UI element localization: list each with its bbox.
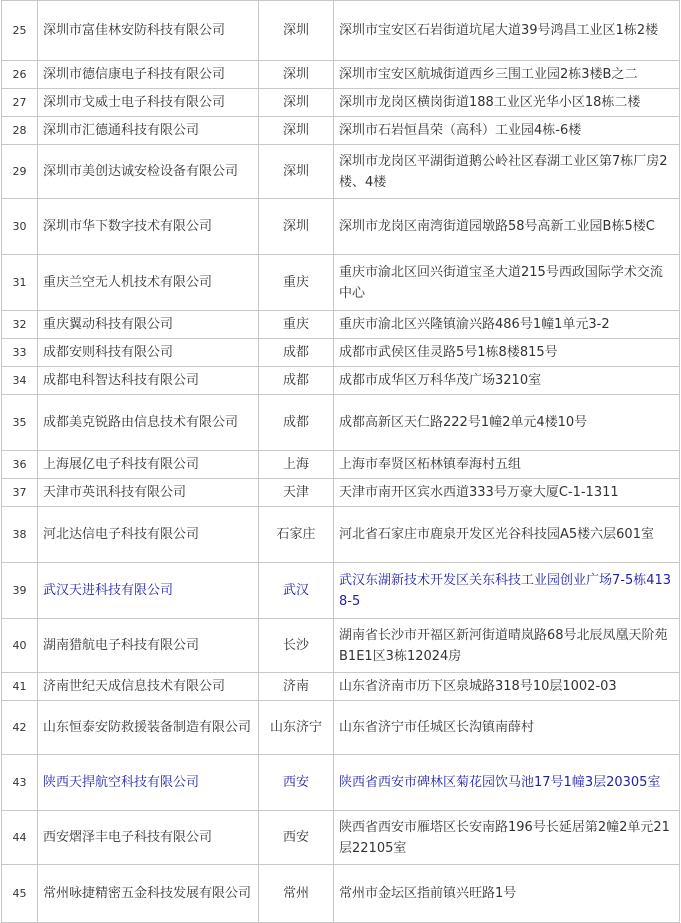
address-text: 山东省济南市历下区泉城路318号10层1002-03	[334, 673, 680, 701]
address-text: 成都高新区天仁路222号1幢2单元4楼10号	[334, 395, 680, 451]
table-row	[2, 811, 680, 865]
company-name: 湖南猎航电子科技有限公司	[38, 619, 259, 673]
company-name: 河北达信电子科技有限公司	[38, 507, 259, 563]
city-name: 西安	[259, 755, 334, 811]
row-number: 37	[2, 479, 38, 507]
company-name: 济南世纪天成信息技术有限公司	[38, 673, 259, 701]
address-text: 常州市金坛区指前镇兴旺路1号	[334, 865, 680, 923]
row-number: 33	[2, 339, 38, 367]
city-name: 深圳	[259, 117, 334, 145]
table-row	[2, 311, 680, 339]
row-number: 26	[2, 61, 38, 89]
row-number: 36	[2, 451, 38, 479]
company-name: 常州咏捷精密五金科技发展有限公司	[38, 865, 259, 923]
address-text: 深圳市龙岗区横岗街道188工业区光华小区18栋二楼	[334, 89, 680, 117]
company-name: 成都安则科技有限公司	[38, 339, 259, 367]
table-row	[2, 563, 680, 619]
address-text: 深圳市龙岗区平湖街道鹅公岭社区春湖工业区第7栋厂房2楼、4楼	[334, 145, 680, 199]
company-name: 深圳市德信康电子科技有限公司	[38, 61, 259, 89]
city-name: 重庆	[259, 255, 334, 311]
row-number: 40	[2, 619, 38, 673]
table-row	[2, 117, 680, 145]
address-text: 成都市成华区万科华茂广场3210室	[334, 367, 680, 395]
row-number: 44	[2, 811, 38, 865]
city-name: 深圳	[259, 89, 334, 117]
company-table	[1, 0, 680, 923]
city-name: 成都	[259, 367, 334, 395]
city-name: 武汉	[259, 563, 334, 619]
table-row	[2, 61, 680, 89]
table-row	[2, 755, 680, 811]
table-row	[2, 395, 680, 451]
row-number: 28	[2, 117, 38, 145]
table-row	[2, 339, 680, 367]
address-text: 陕西省西安市碑林区菊花园饮马池17号1幢3层20305室	[334, 755, 680, 811]
address-text: 深圳市石岩恒昌荣（高科）工业园4栋-6楼	[334, 117, 680, 145]
city-name: 长沙	[259, 619, 334, 673]
city-name: 深圳	[259, 199, 334, 255]
company-name: 深圳市华下数字技术有限公司	[38, 199, 259, 255]
address-text: 深圳市宝安区石岩街道坑尾大道39号鸿昌工业区1栋2楼	[334, 1, 680, 61]
address-text: 深圳市龙岗区南湾街道园墩路58号高新工业园B栋5楼C	[334, 199, 680, 255]
table-row	[2, 619, 680, 673]
city-name: 深圳	[259, 61, 334, 89]
table-row	[2, 479, 680, 507]
row-number: 31	[2, 255, 38, 311]
row-number: 34	[2, 367, 38, 395]
address-text: 山东省济宁市任城区长沟镇南薛村	[334, 701, 680, 755]
address-text: 湖南省长沙市开福区新河街道晴岚路68号北辰凤凰天阶苑B1E1区3栋12024房	[334, 619, 680, 673]
city-name: 济南	[259, 673, 334, 701]
company-name: 西安熠泽丰电子科技有限公司	[38, 811, 259, 865]
row-number: 38	[2, 507, 38, 563]
city-name: 天津	[259, 479, 334, 507]
company-name: 重庆兰空无人机技术有限公司	[38, 255, 259, 311]
company-name: 武汉天进科技有限公司	[38, 563, 259, 619]
company-name: 深圳市戈威士电子科技有限公司	[38, 89, 259, 117]
company-name: 深圳市汇德通科技有限公司	[38, 117, 259, 145]
table-row	[2, 367, 680, 395]
address-text: 陕西省西安市雁塔区长安南路196号长延居第2幢2单元21层22105室	[334, 811, 680, 865]
row-number: 30	[2, 199, 38, 255]
row-number: 39	[2, 563, 38, 619]
city-name: 常州	[259, 865, 334, 923]
table-row	[2, 865, 680, 923]
address-text: 重庆市渝北区回兴街道宝圣大道215号西政国际学术交流中心	[334, 255, 680, 311]
table-row	[2, 451, 680, 479]
table-row	[2, 145, 680, 199]
table-row	[2, 701, 680, 755]
table-row	[2, 1, 680, 61]
company-name: 陕西天捍航空科技有限公司	[38, 755, 259, 811]
city-name: 深圳	[259, 145, 334, 199]
table-row	[2, 507, 680, 563]
company-name: 上海展亿电子科技有限公司	[38, 451, 259, 479]
address-text: 天津市南开区宾水西道333号万豪大厦C-1-1311	[334, 479, 680, 507]
company-name: 成都电科智达科技有限公司	[38, 367, 259, 395]
row-number: 43	[2, 755, 38, 811]
city-name: 上海	[259, 451, 334, 479]
company-name: 重庆翼动科技有限公司	[38, 311, 259, 339]
address-text: 河北省石家庄市鹿泉开发区光谷科技园A5楼六层601室	[334, 507, 680, 563]
city-name: 成都	[259, 339, 334, 367]
table-row	[2, 673, 680, 701]
company-name: 天津市英讯科技有限公司	[38, 479, 259, 507]
row-number: 27	[2, 89, 38, 117]
city-name: 深圳	[259, 1, 334, 61]
company-name: 深圳市富佳林安防科技有限公司	[38, 1, 259, 61]
address-text: 成都市武侯区佳灵路5号1栋8楼815号	[334, 339, 680, 367]
company-name: 成都美克锐路由信息技术有限公司	[38, 395, 259, 451]
row-number: 29	[2, 145, 38, 199]
city-name: 山东济宁	[259, 701, 334, 755]
row-number: 25	[2, 1, 38, 61]
table-row	[2, 89, 680, 117]
company-name: 深圳市美创达诚安检设备有限公司	[38, 145, 259, 199]
row-number: 35	[2, 395, 38, 451]
table-body	[2, 1, 680, 923]
city-name: 成都	[259, 395, 334, 451]
table-row	[2, 199, 680, 255]
row-number: 41	[2, 673, 38, 701]
row-number: 32	[2, 311, 38, 339]
table-row	[2, 255, 680, 311]
row-number: 45	[2, 865, 38, 923]
address-text: 上海市奉贤区柘林镇奉海村五组	[334, 451, 680, 479]
address-text: 武汉东湖新技术开发区关东科技工业园创业广场7-5栋4138-5	[334, 563, 680, 619]
address-text: 重庆市渝北区兴隆镇渝兴路486号1幢1单元3-2	[334, 311, 680, 339]
city-name: 西安	[259, 811, 334, 865]
city-name: 重庆	[259, 311, 334, 339]
address-text: 深圳市宝安区航城街道西乡三围工业园2栋3楼B之二	[334, 61, 680, 89]
company-name: 山东恒泰安防救援装备制造有限公司	[38, 701, 259, 755]
city-name: 石家庄	[259, 507, 334, 563]
row-number: 42	[2, 701, 38, 755]
